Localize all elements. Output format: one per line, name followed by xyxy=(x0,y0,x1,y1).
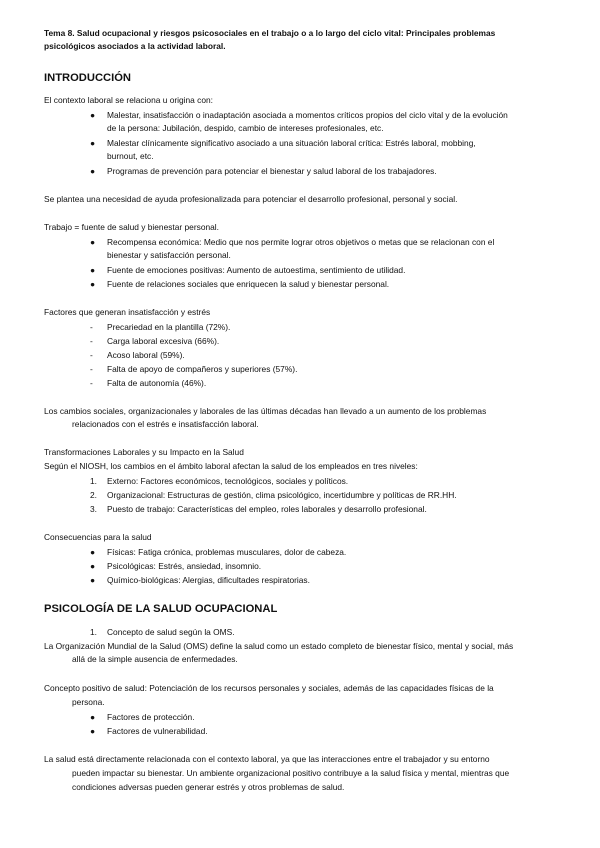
doc-title-line-1: Tema 8. Salud ocupacional y riesgos psicosociales en el trabajo o a lo largo del ciclo vital: Principales problemas xyxy=(44,28,496,38)
number-marker: 2. xyxy=(90,490,97,500)
consequence-item-1: Físicas: Fatiga crónica, problemas musculares, dolor de cabeza. xyxy=(107,547,347,557)
factor-item-1: Precariedad en la plantilla (72%). xyxy=(107,322,231,332)
dash-marker: - xyxy=(90,350,93,360)
positive-line-2: persona. xyxy=(72,697,105,707)
consequences-title: Consecuencias para la salud xyxy=(44,532,152,542)
final-line-3: condiciones adversas pueden generar estrés y otros problemas de salud. xyxy=(72,782,345,792)
bullet-marker: ● xyxy=(90,237,96,247)
number-marker: 3. xyxy=(90,504,97,514)
doc-title-line-2: psicológicos asociados a la actividad laboral. xyxy=(44,41,226,51)
oms-line-1: La Organización Mundial de la Salud (OMS) define la salud como un estado completo de bienestar físico, mental y social, más xyxy=(44,641,514,651)
heading-psicologia-salud-ocupacional: PSICOLOGÍA DE LA SALUD OCUPACIONAL xyxy=(44,603,278,615)
final-line-1: La salud está directamente relacionada con el contexto laboral, ya que las interacciones entre el trabajador y su entorno xyxy=(44,754,490,764)
bullet-marker: ● xyxy=(90,110,96,120)
consequence-item-3: Químico-biológicas: Alergias, dificultades respiratorias. xyxy=(107,575,310,585)
intro-bullet-2-line-2: burnout, etc. xyxy=(107,151,154,161)
need-line: Se plantea una necesidad de ayuda profesionalizada para potenciar el desarrollo profesional, personal y social. xyxy=(44,194,458,204)
work-bullet-2: Fuente de emociones positivas: Aumento de autoestima, sentimiento de utilidad. xyxy=(107,265,406,275)
intro-lead: El contexto laboral se relaciona u origina con: xyxy=(44,95,213,105)
work-bullet-3: Fuente de relaciones sociales que enriquecen la salud y bienestar personal. xyxy=(107,279,390,289)
transformations-title: Transformaciones Laborales y su Impacto en la Salud xyxy=(44,447,244,457)
bullet-marker: ● xyxy=(90,265,96,275)
bullet-marker: ● xyxy=(90,561,96,571)
bullet-marker: ● xyxy=(90,575,96,585)
dash-marker: - xyxy=(90,364,93,374)
intro-bullet-3: Programas de prevención para potenciar el bienestar y salud laboral de los trabajadores. xyxy=(107,166,437,176)
protection-item-1: Factores de protección. xyxy=(107,712,195,722)
oms-line-2: allá de la simple ausencia de enfermedades. xyxy=(72,654,238,664)
bullet-marker: ● xyxy=(90,279,96,289)
bullet-marker: ● xyxy=(90,138,96,148)
work-bullet-1-line-2: bienestar y satisfacción personal. xyxy=(107,250,231,260)
level-item-3: Puesto de trabajo: Características del empleo, roles laborales y desarrollo profesional. xyxy=(107,504,427,514)
work-bullet-1-line-1: Recompensa económica: Medio que nos permite lograr otros objetivos o metas que se relacionan con el xyxy=(107,237,495,247)
intro-bullet-1-line-1: Malestar, insatisfacción o inadaptación asociada a momentos críticos propios del ciclo vital y de la evolución xyxy=(107,110,508,120)
dash-marker: - xyxy=(90,322,93,332)
bullet-marker: ● xyxy=(90,166,96,176)
bullet-marker: ● xyxy=(90,712,96,722)
level-item-1: Externo: Factores económicos, tecnológicos, sociales y políticos. xyxy=(107,476,349,486)
work-lead: Trabajo = fuente de salud y bienestar personal. xyxy=(44,222,219,232)
heading-introduccion: INTRODUCCIÓN xyxy=(44,72,132,84)
consequence-item-2: Psicológicas: Estrés, ansiedad, insomnio. xyxy=(107,561,262,571)
intro-bullet-1-line-2: de la persona: Jubilación, despido, cambio de intereses profesionales, etc. xyxy=(107,123,384,133)
changes-line-1: Los cambios sociales, organizacionales y laborales de las últimas décadas han llevado a un aumento de los problemas xyxy=(44,406,487,416)
number-marker: 1. xyxy=(90,627,97,637)
dash-marker: - xyxy=(90,336,93,346)
changes-line-2: relacionados con el estrés e insatisfacción laboral. xyxy=(72,419,259,429)
level-item-2: Organizacional: Estructuras de gestión, clima psicológico, incertidumbre y políticas de RR.HH. xyxy=(107,490,457,500)
bullet-marker: ● xyxy=(90,547,96,557)
bullet-marker: ● xyxy=(90,726,96,736)
factor-item-4: Falta de apoyo de compañeros y superiores (57%). xyxy=(107,364,298,374)
oms-item: Concepto de salud según la OMS. xyxy=(107,627,235,637)
factor-item-2: Carga laboral excesiva (66%). xyxy=(107,336,220,346)
factor-item-5: Falta de autonomía (46%). xyxy=(107,378,207,388)
dash-marker: - xyxy=(90,378,93,388)
protection-item-2: Factores de vulnerabilidad. xyxy=(107,726,208,736)
positive-line-1: Concepto positivo de salud: Potenciación de los recursos personales y sociales, además de las capacidades físicas de la xyxy=(44,683,494,693)
niosh-line: Según el NIOSH, los cambios en el ámbito laboral afectan la salud de los empleados en tres niveles: xyxy=(44,461,418,471)
factor-item-3: Acoso laboral (59%). xyxy=(107,350,185,360)
intro-bullet-2-line-1: Malestar clínicamente significativo asociado a una situación laboral crítica: Estrés laboral, mobbing, xyxy=(107,138,476,148)
final-line-2: pueden impactar su bienestar. Un ambiente organizacional positivo contribuye a la salud física y mental, mientras que xyxy=(72,768,510,778)
factors-lead: Factores que generan insatisfacción y estrés xyxy=(44,307,211,317)
number-marker: 1. xyxy=(90,476,97,486)
